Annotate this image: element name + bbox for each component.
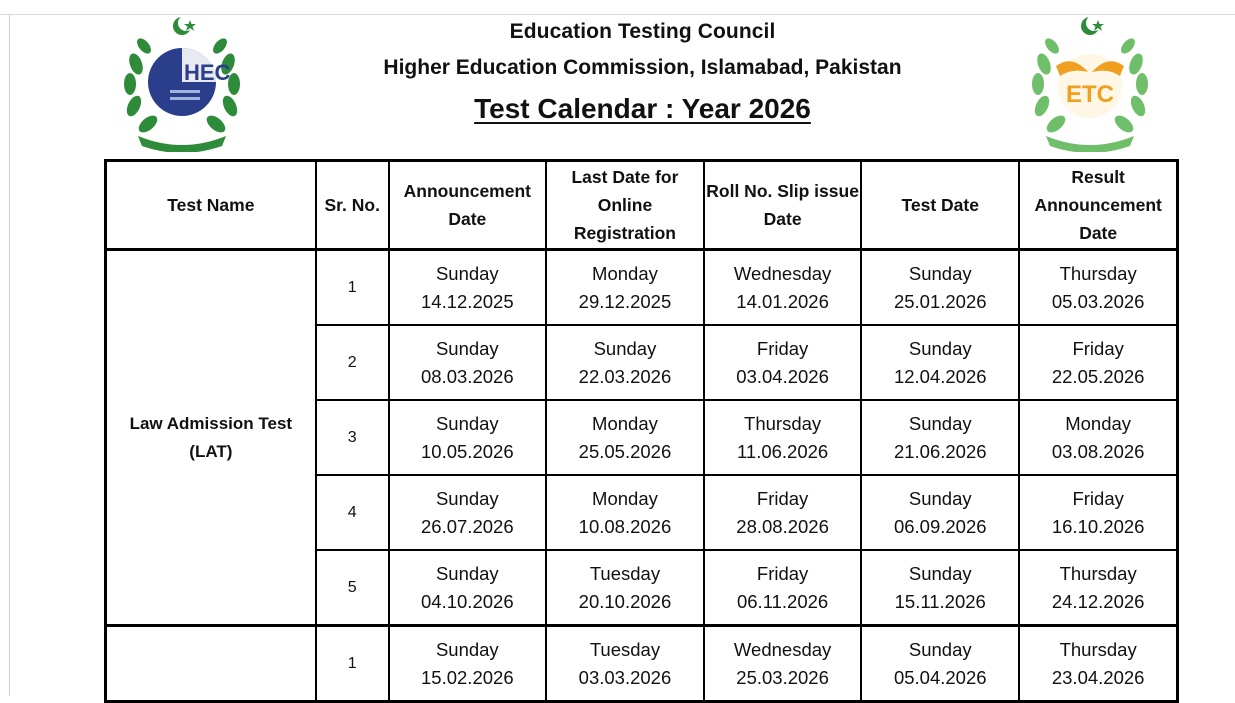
test-date-cell (861, 250, 1019, 326)
test-date-cell (861, 400, 1019, 475)
day-label: Sunday (908, 487, 972, 509)
day-label: Sunday (908, 262, 972, 284)
result-date-cell (1019, 550, 1177, 626)
roll-no-slip-date-cell (704, 475, 861, 550)
roll-no-slip-date-cell (704, 325, 861, 400)
day-label: Sunday (435, 412, 499, 434)
day-label: Sunday (908, 337, 972, 359)
result-date-cell (1019, 325, 1177, 400)
page-title-text: Test Calendar : Year 2026 (474, 93, 811, 124)
day-label: Thursday (1059, 638, 1137, 660)
sr-no-cell: 4 (316, 475, 389, 550)
date-label: 04.10.2026 (421, 590, 514, 612)
test-date-cell (861, 475, 1019, 550)
date-label: 03.03.2026 (578, 666, 672, 688)
day-label: Sunday (908, 412, 972, 434)
day-label: Wednesday (733, 262, 832, 284)
day-label: Tuesday (589, 638, 661, 660)
day-label: Sunday (435, 638, 499, 660)
date-label: 14.12.2025 (421, 290, 514, 312)
date-label: 14.01.2026 (736, 290, 829, 312)
day-label: Sunday (435, 487, 499, 509)
date-label: 25.03.2026 (736, 666, 829, 688)
column-header-sr-no: Sr. No. (316, 161, 389, 250)
date-label: 26.07.2026 (421, 515, 514, 537)
test-calendar-table (104, 159, 1179, 703)
test-date-cell (861, 550, 1019, 626)
announcement-date-cell (389, 325, 546, 400)
day-label: Friday (1072, 337, 1124, 359)
day-label: Wednesday (733, 638, 832, 660)
date-label: 28.08.2026 (736, 515, 829, 537)
etc-logo-text: ETC (1066, 81, 1114, 108)
date-label: 05.03.2026 (1051, 290, 1145, 312)
date-label: 29.12.2025 (578, 290, 672, 312)
date-label: 21.06.2026 (893, 440, 987, 462)
result-date-cell (1019, 400, 1177, 475)
day-label: Monday (592, 412, 658, 434)
date-label: 05.04.2026 (893, 666, 987, 688)
day-label: Sunday (435, 337, 499, 359)
announcement-date-cell (389, 626, 546, 702)
day-label: Friday (756, 337, 809, 359)
sr-no-cell: 2 (316, 325, 389, 400)
day-label: Friday (756, 562, 809, 584)
date-label: 11.06.2026 (736, 440, 829, 462)
registration-deadline-cell (546, 550, 704, 626)
day-label: Sunday (435, 262, 499, 284)
etc-logo (1026, 14, 1154, 152)
hec-logo-text: HEC (184, 60, 231, 85)
date-label: 08.03.2026 (421, 365, 514, 387)
date-label: 23.04.2026 (1051, 666, 1145, 688)
announcement-date-cell (389, 250, 546, 326)
test-date-cell (861, 626, 1019, 702)
date-label: 06.09.2026 (893, 515, 987, 537)
day-label: Friday (756, 487, 809, 509)
table-row (106, 250, 1178, 326)
date-label: 03.04.2026 (736, 365, 829, 387)
result-date-cell (1019, 475, 1177, 550)
document-header (0, 0, 1235, 160)
result-date-cell (1019, 626, 1177, 702)
date-label: 16.10.2026 (1051, 515, 1145, 537)
parent-organization: Higher Education Commission, Islamabad, Pakistan (383, 56, 902, 79)
registration-deadline-cell (546, 325, 704, 400)
registration-deadline-cell (546, 400, 704, 475)
test-name-cell (106, 626, 316, 702)
sr-no-cell: 1 (316, 250, 389, 326)
date-label: 15.11.2026 (894, 590, 986, 612)
result-date-cell (1019, 250, 1177, 326)
announcement-date-cell (389, 550, 546, 626)
column-header-result-date: Result Announcement Date (1019, 161, 1177, 250)
sr-no-cell: 5 (316, 550, 389, 626)
roll-no-slip-date-cell (704, 550, 861, 626)
sr-no-cell: 1 (316, 626, 389, 702)
announcement-date-cell (389, 475, 546, 550)
day-label: Sunday (908, 638, 972, 660)
date-label: 22.05.2026 (1051, 365, 1145, 387)
day-label: Monday (1065, 412, 1132, 434)
day-label: Friday (1072, 487, 1124, 509)
column-header-announcement-date: Announcement Date (389, 161, 546, 250)
day-label: Sunday (593, 337, 657, 359)
test-name-cell: Law Admission Test (LAT) (106, 250, 316, 626)
sr-no-cell: 3 (316, 400, 389, 475)
date-label: 25.05.2026 (578, 440, 672, 462)
day-label: Monday (592, 487, 658, 509)
date-label: 10.08.2026 (578, 515, 672, 537)
column-header-test-name: Test Name (106, 161, 316, 250)
day-label: Thursday (744, 412, 822, 434)
organization-name: Education Testing Council (509, 20, 776, 43)
date-label: 24.12.2026 (1051, 590, 1145, 612)
day-label: Thursday (1059, 562, 1137, 584)
table-header-row (106, 161, 1178, 250)
roll-no-slip-date-cell (704, 626, 861, 702)
table-row (106, 626, 1178, 702)
day-label: Tuesday (589, 562, 661, 584)
date-label: 20.10.2026 (578, 590, 672, 612)
registration-deadline-cell (546, 475, 704, 550)
column-header-test-date: Test Date (861, 161, 1019, 250)
date-label: 12.04.2026 (893, 365, 987, 387)
registration-deadline-cell (546, 250, 704, 326)
date-label: 15.02.2026 (421, 666, 514, 688)
column-header-registration-deadline: Last Date for Online Registration (546, 161, 704, 250)
date-label: 22.03.2026 (578, 365, 672, 387)
day-label: Sunday (908, 562, 972, 584)
date-label: 03.08.2026 (1051, 440, 1145, 462)
registration-deadline-cell (546, 626, 704, 702)
day-label: Monday (592, 262, 658, 284)
date-label: 10.05.2026 (421, 440, 514, 462)
date-label: 25.01.2026 (893, 290, 987, 312)
day-label: Sunday (435, 562, 499, 584)
roll-no-slip-date-cell (704, 250, 861, 326)
test-date-cell (861, 325, 1019, 400)
roll-no-slip-date-cell (704, 400, 861, 475)
date-label: 06.11.2026 (736, 590, 829, 612)
announcement-date-cell (389, 400, 546, 475)
day-label: Thursday (1059, 262, 1137, 284)
column-header-roll-no-slip-date: Roll No. Slip issue Date (704, 161, 861, 250)
